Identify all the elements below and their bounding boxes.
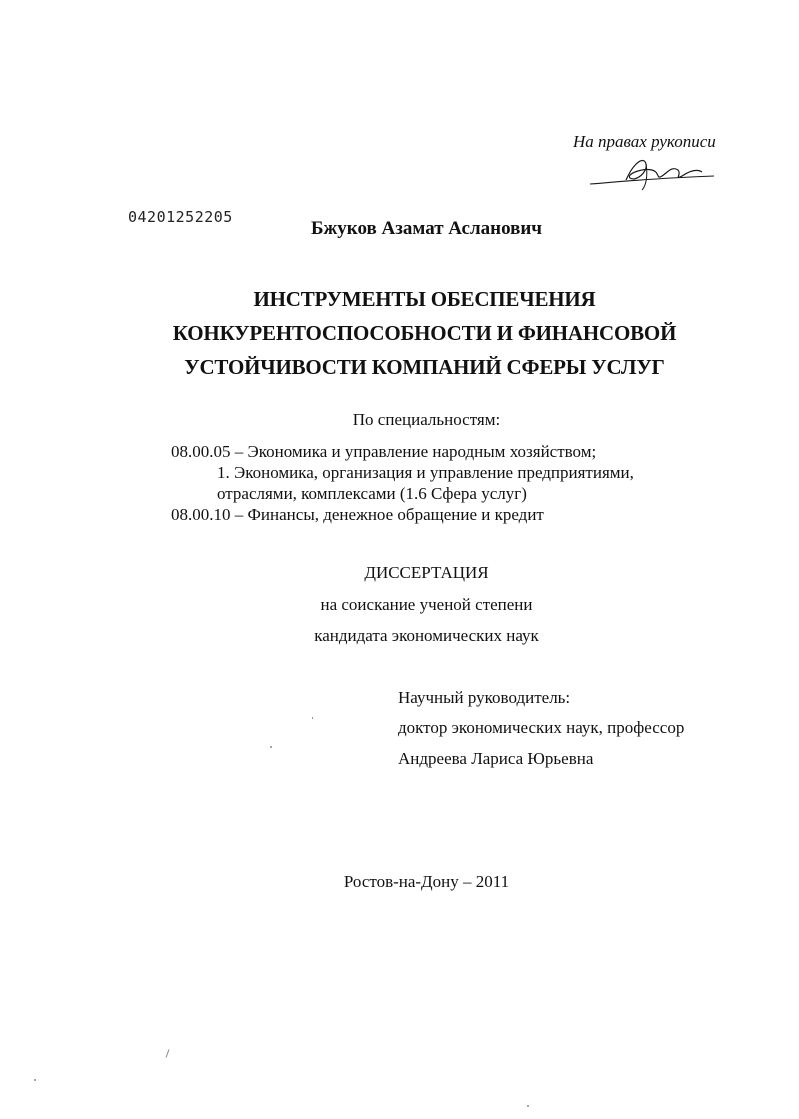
document-type: ДИССЕРТАЦИЯ [364, 563, 489, 582]
manuscript-note: На правах рукописи [573, 132, 716, 151]
specialty-subline: 1. Экономика, организация и управление предприятиями, [217, 463, 634, 482]
specialty-line: 08.00.10 – Финансы, денежное обращение и кредит [171, 505, 544, 524]
degree-line: кандидата экономических наук [314, 626, 539, 645]
handwritten-signature [586, 152, 716, 192]
specialty-line: 08.00.05 – Экономика и управление народным хозяйством; [171, 442, 597, 461]
scan-speck [527, 1105, 529, 1107]
supervisor-label: Научный руководитель: [398, 688, 571, 707]
author-name: Бжуков Азамат Асланович [310, 218, 543, 239]
title-line: УСТОЙЧИВОСТИ КОМПАНИЙ СФЕРЫ УСЛУГ [184, 355, 665, 379]
title-line: ИНСТРУМЕНТЫ ОБЕСПЕЧЕНИЯ [253, 287, 596, 311]
specialty-subline: отраслями, комплексами (1.6 Сфера услуг) [217, 484, 527, 503]
specialties-heading: По специальностям: [352, 410, 501, 429]
scan-speck [270, 746, 272, 748]
supervisor-title: доктор экономических наук, профессор [398, 718, 685, 737]
place-and-year: Ростов-на-Дону – 2011 [343, 872, 510, 891]
scan-speck [34, 1079, 36, 1081]
supervisor-name: Андреева Лариса Юрьевна [398, 749, 594, 768]
catalog-number: 04201252205 [128, 208, 233, 226]
dissertation-title [0, 282, 799, 384]
scan-speck [312, 717, 313, 719]
scan-speck [165, 1049, 169, 1058]
degree-line: на соискание ученой степени [320, 595, 533, 614]
title-line: КОНКУРЕНТОСПОСОБНОСТИ И ФИНАНСОВОЙ [172, 321, 677, 345]
